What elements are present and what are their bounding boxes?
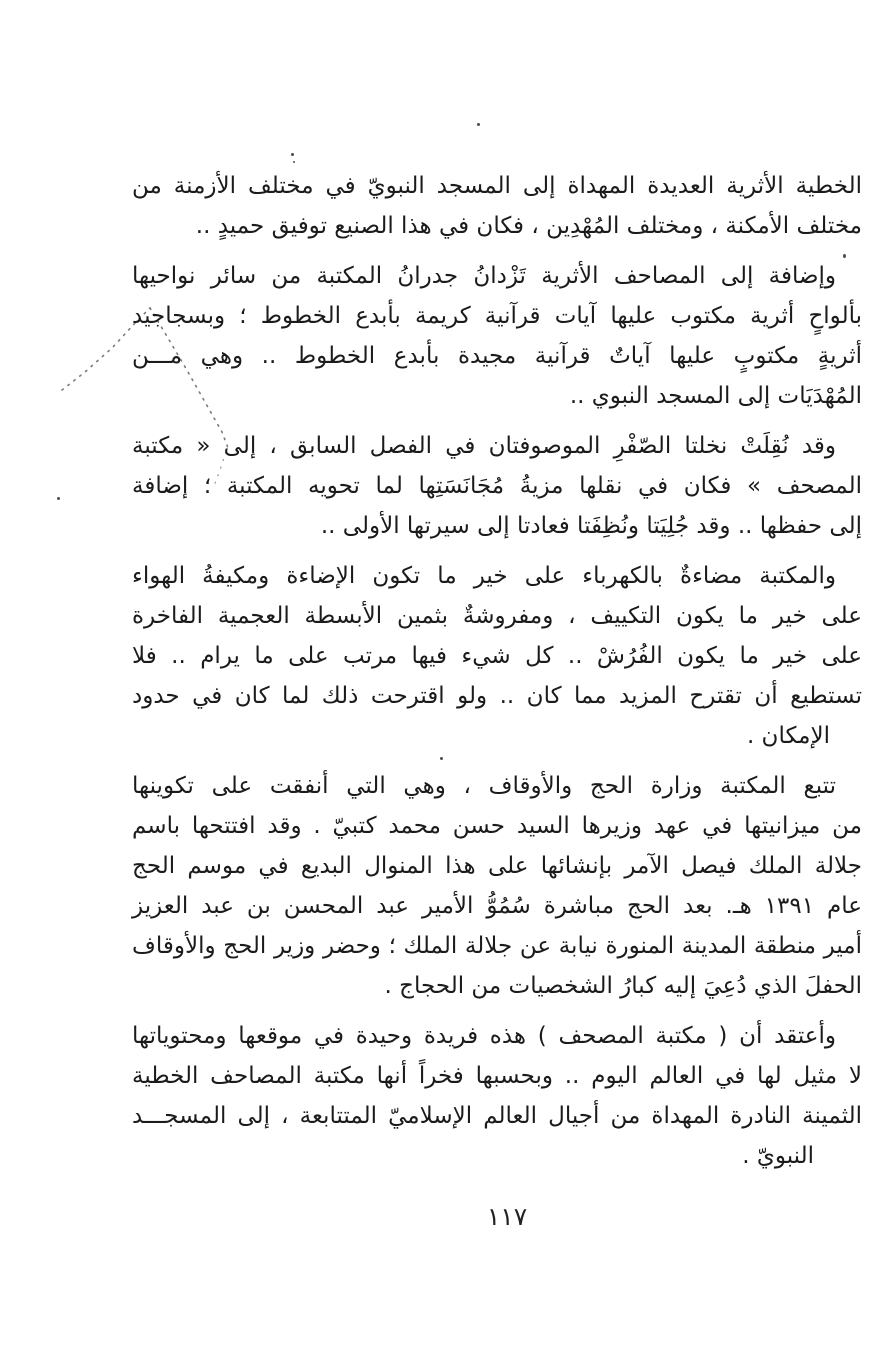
page-text-block — [132, 166, 862, 1176]
text-line: المصحف » فكان في نقلها مزيةُ مُجَانَسَتِها لما تحويه المكتبة ؛ إضافة — [132, 473, 862, 499]
text-line: أمير منطقة المدينة المنورة نيابة عن جلالة الملك ؛ وحضر وزير الحج والأوقاف — [132, 933, 862, 959]
text-line: جلالة الملك فيصل الآمر بإنشائها على هذا المنوال البديع في موسم الحج — [132, 853, 862, 879]
text-line: تستطيع أن تقترح المزيد مما كان .. ولو اقترحت ذلك لما كان في حدود — [132, 683, 862, 709]
text-line: الخطية الأثرية العديدة المهداة إلى المسجد النبويّ في مختلف الأزمنة من — [132, 173, 862, 199]
ink-speck — [57, 497, 60, 500]
ink-speck — [477, 123, 480, 126]
paragraph-2 — [132, 256, 862, 416]
text-line: مختلف الأمكنة ، ومختلف المُهْدِين ، فكان في هذا الصنيع توفيق حميدٍ .. — [195, 213, 862, 239]
text-line: من ميزانيتها في عهد وزيرها السيد حسن محمد كتبيّ . وقد افتتحها باسم — [132, 813, 862, 839]
text-line: على خير ما يكون الفُرُشْ .. كل شيء فيها مرتب على ما يرام .. فلا — [132, 643, 862, 669]
text-line: إلى حفظها .. وقد جُلِيَتا ونُظِفَتا فعادتا إلى سيرتها الأولى .. — [320, 513, 862, 539]
paragraph-4 — [132, 556, 862, 756]
text-line: وأعتقد أن ( مكتبة المصحف ) هذه فريدة وحيدة في موقعها ومحتوياتها — [132, 1023, 836, 1049]
text-line: المُهْدَيَات إلى المسجد النبوي .. — [569, 383, 862, 409]
text-line: وإضافة إلى المصاحف الأثرية تَزْدانُ جدرانُ المكتبة من سائر نواحيها — [132, 263, 836, 289]
paragraph-3 — [132, 426, 862, 546]
text-line: أثريةٍ مكتوبٍ عليها آياتٌ قرآنية مجيدة بأبدع الخطوط .. وهي مـــن — [132, 343, 862, 369]
text-line: وقد نُقِلَتْ نخلتا الصّفْرِ الموصوفتان في الفصل السابق ، إلى « مكتبة — [132, 433, 836, 459]
page-number: ١١٧ — [486, 1202, 528, 1231]
paragraph-1 — [132, 166, 862, 246]
text-line: الحفلَ الذي دُعِيَ إليه كبارُ الشخصيات من الحجاج . — [384, 973, 862, 999]
text-line: بألواحٍ أثرية مكتوب عليها آيات قرآنية كريمة بأبدع الخطوط ؛ وبسجاجيد — [132, 303, 862, 329]
ink-speck — [291, 153, 294, 156]
ink-speck — [293, 161, 295, 163]
paragraph-5 — [132, 766, 862, 1006]
text-line: والمكتبة مضاءةٌ بالكهرباء على خير ما تكون الإضاءة ومكيفةُ الهواء — [132, 563, 836, 589]
text-line: عام ١٣٩١ هـ. بعد الحج مباشرة سُمُوُّ الأمير عبد المحسن بن عبد العزيز — [132, 893, 862, 919]
text-line: لا مثيل لها في العالم اليوم .. وبحسبها فخراً أنها مكتبة المصاحف الخطية — [132, 1063, 862, 1089]
text-line: الإمكان . — [746, 723, 830, 749]
text-line: تتبع المكتبة وزارة الحج والأوقاف ، وهي التي أنفقت على تكوينها — [132, 773, 836, 799]
text-line: الثمينة النادرة المهداة من أجيال العالم الإسلاميّ المتتابعة ، إلى المسجـــد — [132, 1103, 862, 1129]
text-line: النبويّ . — [742, 1143, 814, 1169]
text-line: على خير ما يكون التكييف ، ومفروشةٌ بثمين الأبسطة العجمية الفاخرة — [132, 603, 862, 629]
paragraph-6 — [132, 1016, 862, 1176]
